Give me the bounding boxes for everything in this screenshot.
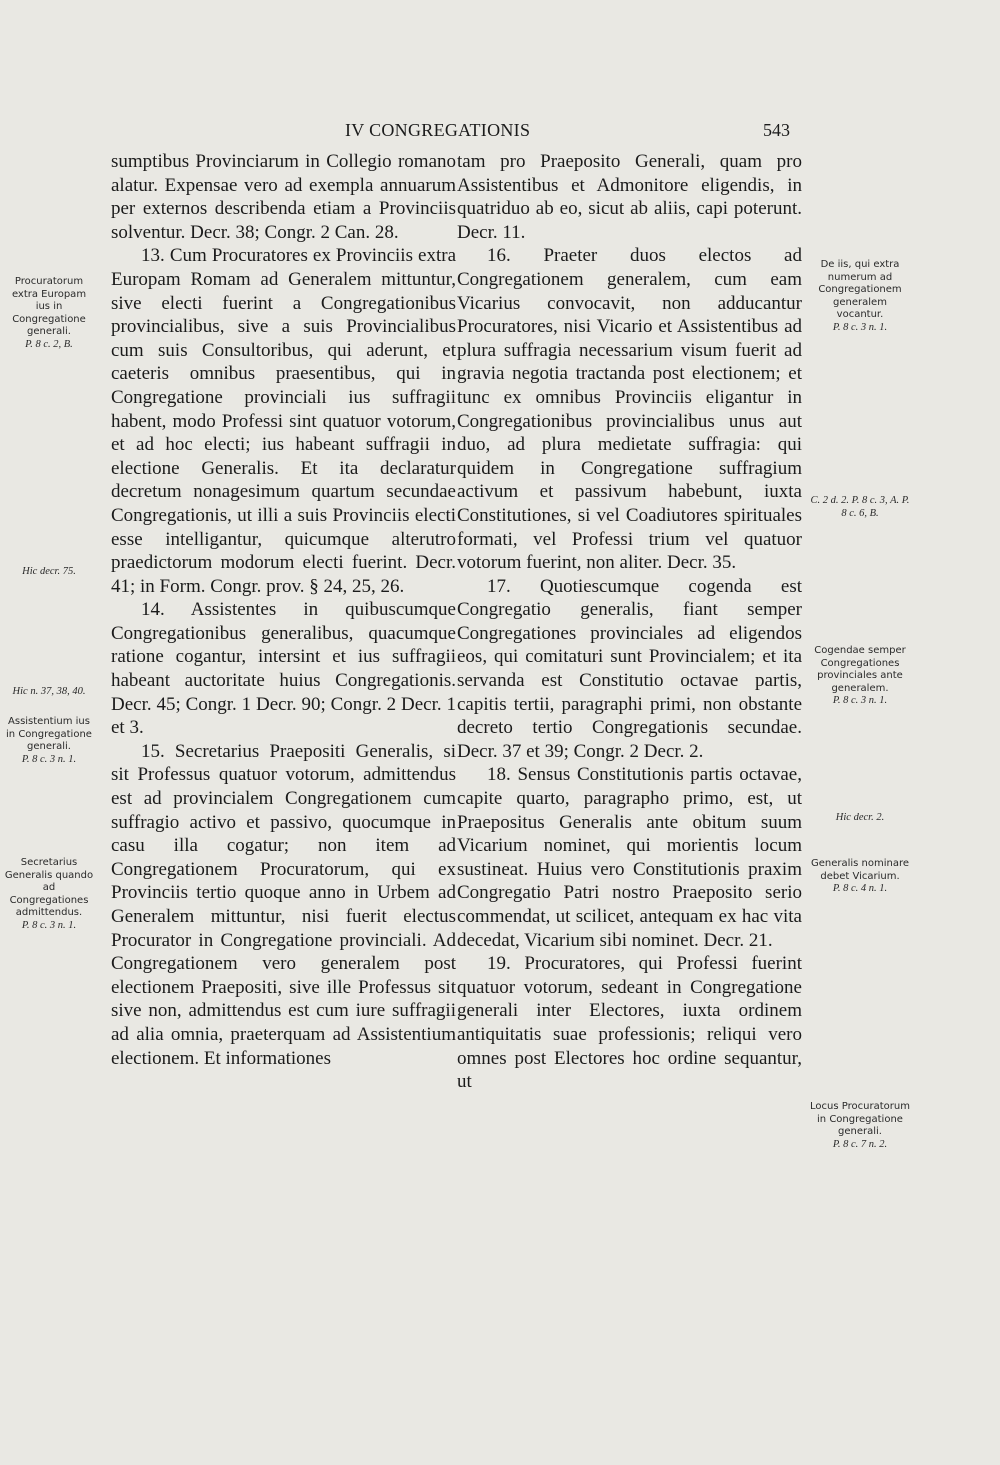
margin-note [810, 812, 910, 825]
running-title: IV CONGREGATIONIS [345, 120, 531, 140]
margin-note [810, 1101, 910, 1151]
margin-note-ref: P. 8 c. 7 n. 2. [832, 1138, 888, 1150]
margin-note [4, 566, 94, 579]
margin-note-text: Assistentium ius in Congregatione generali. [6, 716, 92, 753]
margin-note [810, 858, 910, 896]
margin-note-ref: C. 2 d. 2. P. 8 c. 3, A. P. 8 c. 6, B. [810, 495, 910, 519]
margin-note [4, 716, 94, 766]
right-text-column [457, 150, 802, 1094]
margin-note [810, 645, 910, 708]
margin-note-text: Generalis nominare debet Vicarium. [810, 858, 910, 882]
margin-note [810, 495, 910, 520]
margin-note-ref: P. 8 c. 3 n. 1. [21, 919, 77, 931]
paragraph: 15. Secretarius Praepositi Generalis, si sit Professus quatuor votorum, admittendus est ad provincialem Congregationem cum suffragio activo et passivo, quocumque in casu illa cogatur; non item ad Congregationem Procuratorum, qui ex Provinciis tertio quoque anno in Urbem ad Generalem mittuntur, nisi fuerit electus Procurator in Congregatione provinciali. Ad Congregationem vero generalem post electionem Praepositi, sive ille Professus sit sive non, admittendus est cum iure suffragii ad alia omnia, praeterquam ad Assistentium electionem. Et informationes [111, 740, 456, 1069]
margin-note-text: Cogendae semper Congregationes provinciales ante generalem. [814, 645, 906, 694]
margin-note-ref: P. 8 c. 3 n. 1. [832, 321, 888, 333]
margin-note-text: Locus Procuratorum in Congregatione generali. [810, 1101, 910, 1138]
paragraph: 13. Cum Procuratores ex Provinciis extra Europam Romam ad Generalem mittuntur, sive electi fuerint a Congregationibus provincialibus, sive a suis Provincialibus cum suis Consultoribus, qui aderunt, et caeteris omnibus praesentibus, qui in Congregatione provinciali ius suffragii habent, modo Professi sint quatuor votorum, et ad hoc electi; ius habeant suffragii in electione Generalis. Et ita declaratur decretum nonagesimum quartum secundae Congregationis, ut illi a suis Provinciis electi esse intelligantur, quicumque alterutro praedictorum modorum electi fuerint. Decr. 41; in Form. Congr. prov. § 24, 25, 26. [111, 245, 456, 597]
paragraph: 16. Praeter duos electos ad Congregationem generalem, cum eam Vicarius convocavit, non adducantur Procuratores, nisi Vicario et Assistentibus ad plura suffragia necessarium visum fuerit ad gravia negotia tractanda post electionem; et tunc ex omnibus Provinciis eligantur in Congregationibus provincialibus unus aut duo, ad plura medietate suffragia: qui quidem in Congregatione suffragium activum et passivum habebunt, iuxta Constitutiones, si vel Coadiutores spirituales formati, vel Professi trium vel quatuor votorum fuerint, non aliter. Decr. 35. [457, 245, 802, 574]
page-number: 543 [763, 120, 790, 140]
margin-note [4, 686, 94, 699]
left-text-column [111, 150, 456, 1070]
paragraph: 18. Sensus Constitutionis partis octavae, capite quarto, paragrapho primo, est, ut Praepositus Generalis ante obitum suum Vicarium nominet, qui morientis locum sustineat. Huius vero Constitutionis praxim Congregatio Patri nostro Praeposito serio commendat, ut scilicet, antequam ex hac vita decedat, Vicarium sibi nominet. Decr. 21. [457, 764, 802, 951]
margin-note-ref: P. 8 c. 2, B. [25, 338, 73, 350]
paragraph: tam pro Praeposito Generali, quam pro Assistentibus et Admonitore eligendis, in quatriduo ab eo, sicut ab aliis, capi poterunt. Decr. 11. [457, 151, 802, 243]
paragraph: 19. Procuratores, qui Professi fuerint quatuor votorum, sedeant in Congregatione generali inter Electores, iuxta ordinem antiquitatis suae professionis; reliqui vero omnes post Electores hoc ordine sequantur, ut [457, 953, 802, 1093]
paragraph: sumptibus Provinciarum in Collegio romano alatur. Expensae vero ad exempla annuarum per externos describenda etiam a Provinciis solventur. Decr. 38; Congr. 2 Can. 28. [111, 151, 456, 243]
margin-note-text: Procuratorum extra Europam ius in Congregatione generali. [11, 276, 87, 338]
margin-note-ref: P. 8 c. 3 n. 1. [832, 695, 888, 707]
margin-note-ref: Hic decr. 75. [22, 566, 76, 577]
margin-note-text: De iis, qui extra numerum ad Congregationem generalem vocantur. [818, 259, 902, 321]
margin-note [810, 259, 910, 335]
margin-note-text: Secretarius Generalis quando ad Congregationes admittendus. [4, 857, 94, 919]
paragraph: 14. Assistentes in quibuscumque Congregationibus generalibus, quacumque ratione cogantur, intersint et ius suffragii habeant auctoritate huius Congregationis. Decr. 45; Congr. 1 Decr. 90; Congr. 2 Decr. 1 et 3. [111, 599, 456, 739]
paragraph: 17. Quotiescumque cogenda est Congregatio generalis, fiant semper Congregationes provinciales ad eligendos eos, qui comitaturi sunt Provincialem; et ita servanda est Constitutio octavae partis, capitis tertii, paragraphi primi, non obstante decreto tertio Congregationis secundae. Decr. 37 et 39; Congr. 2 Decr. 2. [457, 575, 802, 762]
margin-note-ref: P. 8 c. 4 n. 1. [832, 883, 888, 895]
margin-note [4, 276, 94, 352]
margin-note-ref: P. 8 c. 3 n. 1. [21, 753, 77, 765]
margin-note [4, 857, 94, 933]
margin-note-ref: Hic n. 37, 38, 40. [12, 686, 86, 697]
margin-note-ref: Hic decr. 2. [835, 812, 885, 823]
